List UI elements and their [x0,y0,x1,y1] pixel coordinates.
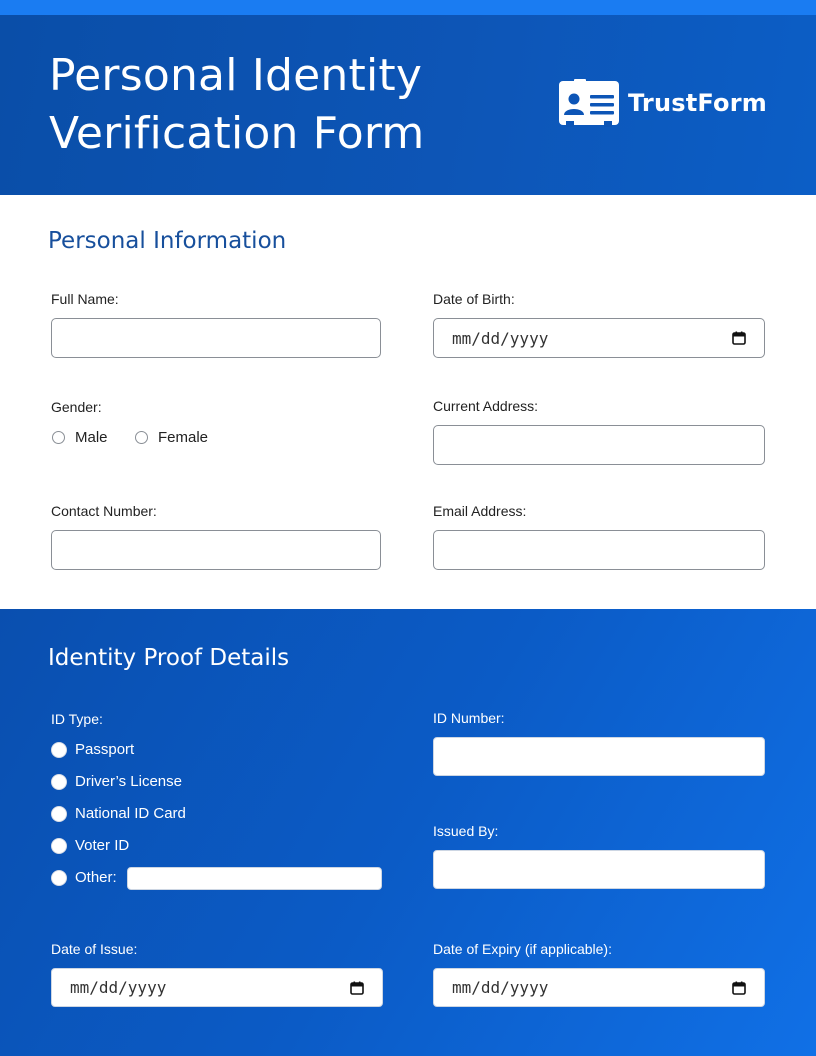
issued-by-label: Issued By: [433,823,499,839]
radio-icon[interactable] [51,774,67,790]
calendar-icon[interactable] [350,981,364,995]
id-type-national-id[interactable] [51,805,186,822]
id-type-option-label: Voter ID [75,837,130,854]
form-header [0,15,816,195]
id-card-icon [558,79,620,127]
email-input[interactable] [433,530,765,570]
id-number-label: ID Number: [433,710,505,726]
full-name-label: Full Name: [51,291,119,307]
id-type-label: ID Type: [51,711,103,727]
address-input[interactable] [433,425,765,465]
gender-option-male[interactable] [52,429,108,446]
id-type-voter-id[interactable] [51,837,129,854]
issue-date-placeholder: mm/dd/yyyy [70,978,167,997]
id-type-drivers-license[interactable] [51,773,182,790]
radio-icon[interactable] [51,742,67,758]
identity-proof-title: Identity Proof Details [48,645,290,671]
id-number-input[interactable] [433,737,765,776]
contact-number-input[interactable] [51,530,381,570]
radio-icon[interactable] [52,431,65,444]
calendar-icon[interactable] [732,331,746,345]
dob-date-input[interactable] [433,318,765,358]
expiry-date-input[interactable] [433,968,765,1007]
radio-icon[interactable] [51,806,67,822]
id-type-option-label: Driver’s License [75,773,182,790]
identity-proof-section [0,609,816,1056]
gender-option-female[interactable] [135,429,208,446]
form-title: Personal Identity Verification Form [49,50,425,159]
top-accent-bar [0,0,816,15]
radio-icon[interactable] [51,838,67,854]
email-label: Email Address: [433,503,527,519]
id-type-passport[interactable] [51,741,134,758]
contact-label: Contact Number: [51,503,157,519]
dob-label: Date of Birth: [433,291,515,307]
brand-name: TrustForm [628,89,767,117]
radio-icon[interactable] [135,431,148,444]
gender-option-label: Female [158,429,209,446]
gender-option-label: Male [75,429,108,446]
expiry-date-label: Date of Expiry (if applicable): [433,941,612,957]
expiry-date-placeholder: mm/dd/yyyy [452,978,549,997]
id-type-other[interactable] [51,869,117,886]
full-name-input[interactable] [51,318,381,358]
personal-info-title: Personal Information [48,228,287,254]
dob-placeholder: mm/dd/yyyy [452,328,549,348]
id-type-option-label: National ID Card [75,805,186,822]
address-label: Current Address: [433,398,539,414]
issued-by-input[interactable] [433,850,765,889]
id-type-other-input[interactable] [127,867,382,890]
id-type-option-label: Other: [75,869,117,886]
issue-date-input[interactable] [51,968,383,1007]
radio-icon[interactable] [51,870,67,886]
brand-logo [558,79,767,127]
calendar-icon[interactable] [732,981,746,995]
issue-date-label: Date of Issue: [51,941,138,957]
gender-label: Gender: [51,399,102,415]
id-type-option-label: Passport [75,741,135,758]
